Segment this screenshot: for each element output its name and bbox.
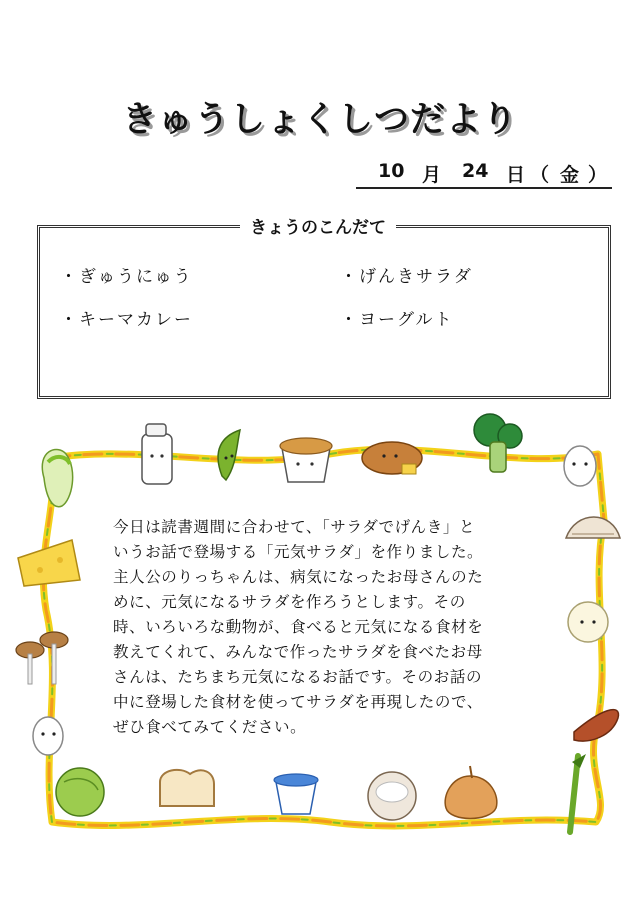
chinese-cabbage-icon	[42, 449, 72, 506]
egg-icon	[564, 446, 596, 486]
date-day-unit: 日	[506, 164, 526, 186]
rice-bowl-icon	[368, 772, 416, 820]
story-line: めに、元気になるサラダを作ろうとします。その	[113, 593, 466, 611]
date-month-unit: 月	[422, 164, 442, 186]
menu-heading: きょうのこんだて	[240, 213, 396, 238]
cauliflower-icon	[568, 602, 608, 642]
menu-item-salad: ・げんきサラダ	[340, 267, 473, 287]
egg-icon	[33, 717, 63, 755]
story-text	[113, 515, 543, 740]
menu-item-milk: ・ぎゅうにゅう	[60, 267, 193, 287]
date-weekday: 金	[560, 164, 580, 186]
onion-icon	[445, 766, 497, 819]
date-day: 24	[462, 160, 489, 182]
story-line: 中に登場した食材を使ってサラダを再現したので、	[113, 693, 483, 711]
okra-icon	[218, 430, 240, 480]
yogurt-icon	[274, 774, 318, 814]
date-paren-close: ）	[588, 164, 608, 186]
menu-item-curry: ・キーマカレー	[60, 310, 193, 330]
page-title: きゅうしょくしつだより	[121, 100, 518, 140]
story-line: 今日は読書週間に合わせて、「サラダでげんき」と	[113, 518, 476, 536]
clam-icon	[566, 517, 620, 538]
story-line: 教えてくれて、みんなで作ったサラダを食べたお母	[113, 643, 483, 661]
natto-icon	[280, 438, 332, 482]
menu-item-yogurt: ・ヨーグルト	[340, 310, 454, 330]
cabbage-icon	[56, 768, 104, 816]
story-line: さんは、たちまち元気になるお話です。そのお話の	[113, 668, 483, 686]
story-line: 時、いろいろな動物が、食べると元気になる食材を	[113, 618, 484, 636]
story-line: 主人公のりっちゃんは、病気になったお母さんのた	[113, 568, 484, 586]
mushroom-icon	[16, 632, 68, 684]
date-paren-open: （	[530, 164, 550, 186]
milk-icon	[142, 424, 172, 484]
date-line	[356, 160, 612, 189]
cheese-icon	[18, 540, 80, 586]
toast-icon	[160, 770, 214, 806]
date-month: 10	[378, 160, 405, 182]
bread-roll-icon	[362, 442, 422, 474]
story-line: いうお話で登場する「元気サラダ」を作りました。	[113, 543, 484, 561]
broccoli-icon	[474, 414, 522, 472]
story-line: ぜひ食べてみてください。	[113, 718, 307, 736]
